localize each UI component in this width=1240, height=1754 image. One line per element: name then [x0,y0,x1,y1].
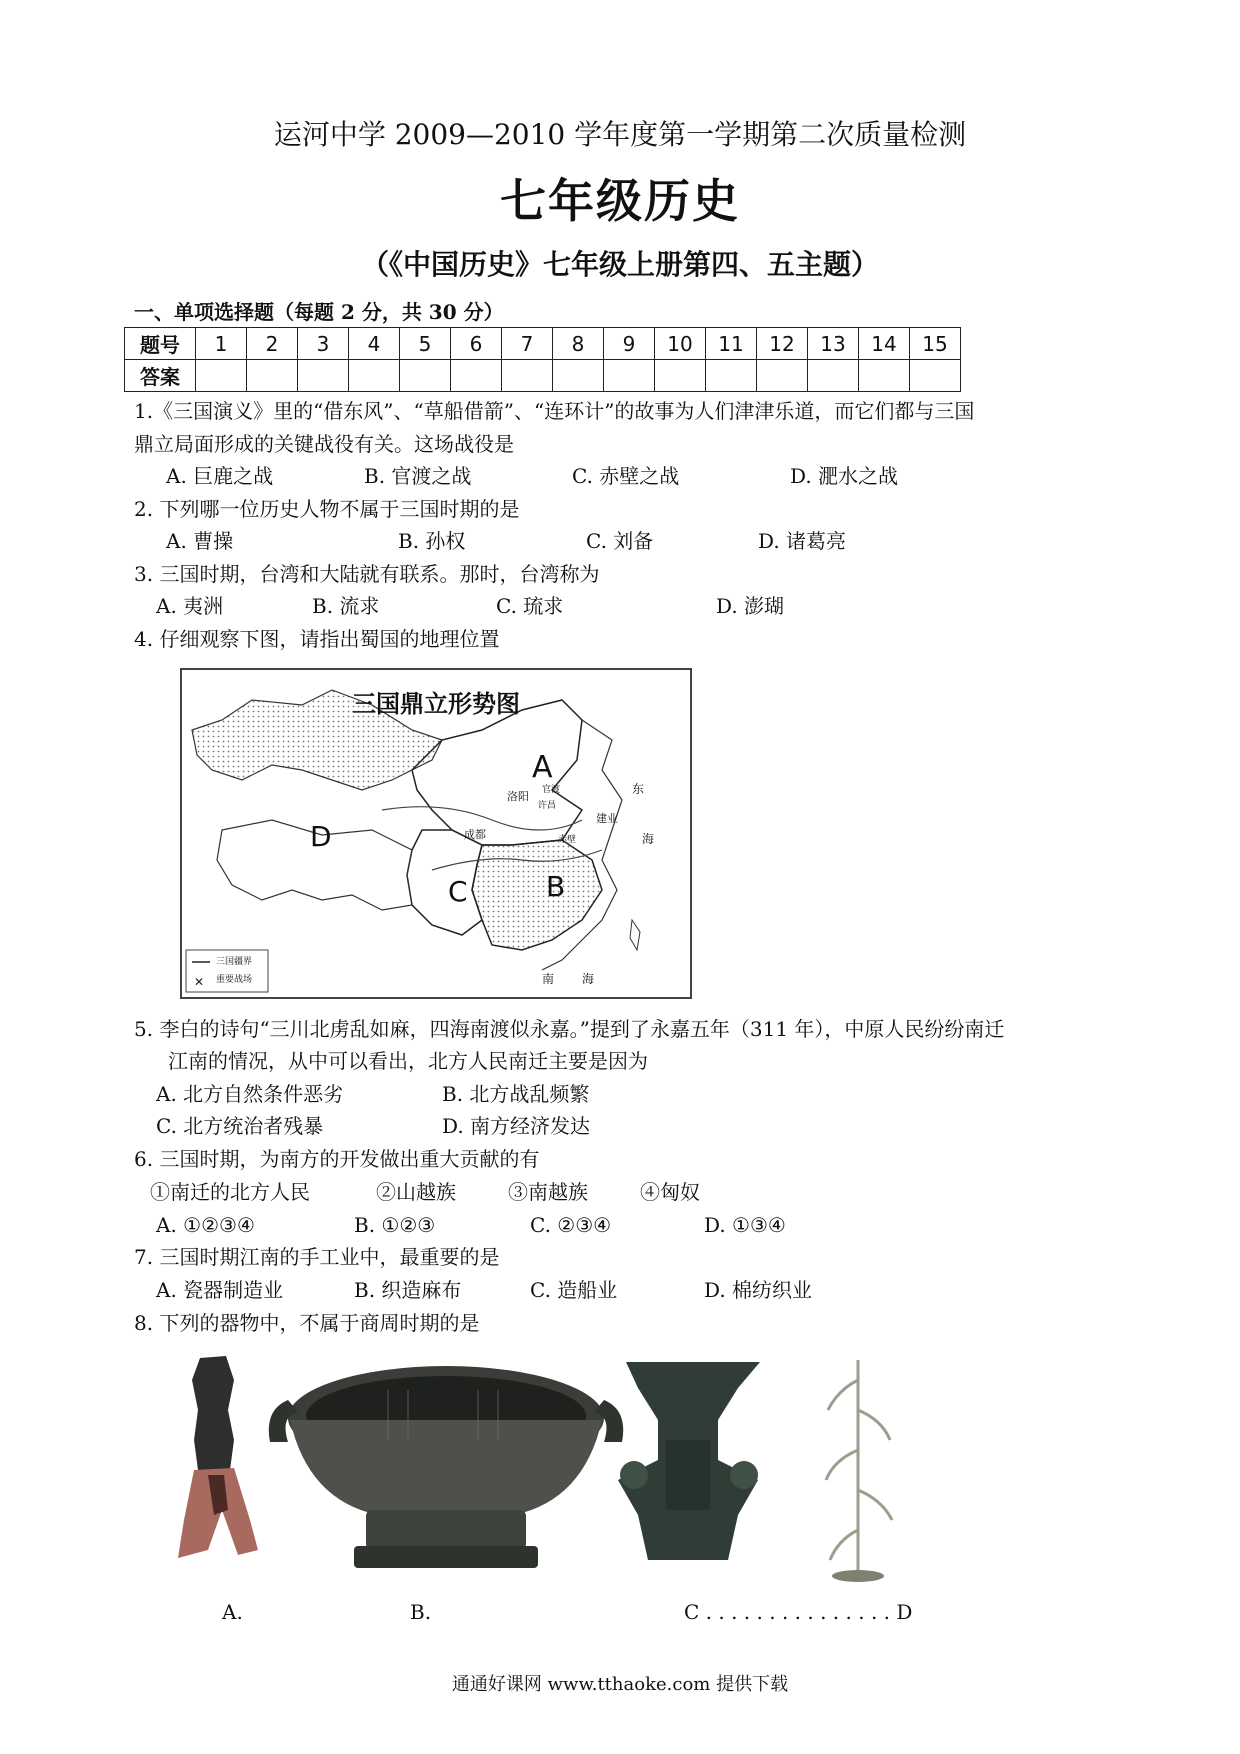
question-6: 6. 三国时期，为南方的开发做出重大贡献的有 [134,1147,540,1171]
table-cell-number: 5 [400,328,451,360]
map-place-guandu: 官渡 [542,785,561,795]
question-8: 8. 下列的器物中，不属于商周时期的是 [134,1311,480,1335]
answer-cell[interactable] [859,360,910,392]
q1-option-c: C. 赤壁之战 [572,464,680,488]
map-label-b: B [546,870,566,903]
q6-option-b: B. ①②③ [354,1213,436,1237]
q1-option-b: B. 官渡之战 [364,464,472,488]
q1-option-a: A. 巨鹿之战 [166,464,274,488]
answer-cell[interactable] [451,360,502,392]
q6-option-a: A. ①②③④ [156,1213,255,1237]
table-cell-number: 9 [604,328,655,360]
table-row-answers [125,360,961,392]
map-place-chibi: 赤壁 [558,835,577,845]
q6-item-2: ②山越族 [376,1180,456,1204]
q6-item-3: ③南越族 [508,1180,588,1204]
map-place-chengdu: 成都 [464,828,486,841]
q3-option-d: D. 澎瑚 [716,594,785,618]
legend-label-battle: 重要战场 [216,975,253,985]
table-cell-number: 15 [910,328,961,360]
question-1-line1: 1.《三国演义》里的“借东风”、“草船借箭”、“连环计”的故事为人们津津乐道，而它们都与三国 [134,399,975,423]
subtitle: （《中国历史》七年级上册第四、五主题） [360,248,879,281]
map-place-jianye: 建业 [596,812,618,825]
table-header-number: 题号 [125,328,196,360]
caption-a: A. [222,1600,243,1624]
question-5-line2: 江南的情况，从中可以看出，北方人民南迁主要是因为 [168,1049,648,1073]
table-cell-number: 6 [451,328,502,360]
answer-cell[interactable] [247,360,298,392]
artifact-photos [138,1350,911,1587]
map-title: 三国鼎立形势图 [352,690,520,718]
artifact-d [826,1360,892,1582]
answer-cell[interactable] [910,360,961,392]
q7-option-d: D. 棉纺织业 [704,1278,813,1302]
table-header-answer: 答案 [125,360,196,392]
map-sea-label-3: 南 [542,972,555,986]
table-cell-number: 11 [706,328,757,360]
q6-item-4: ④匈奴 [640,1180,700,1204]
caption-b: B. [410,1600,432,1624]
footer-text: 通通好课网 www.tthaoke.com 提供下载 [451,1674,789,1695]
section-heading: 一、单项选择题（每题 2 分，共 30 分） [134,300,504,324]
table-cell-number: 8 [553,328,604,360]
answer-cell[interactable] [400,360,451,392]
answer-cell[interactable] [706,360,757,392]
subject-title: 七年级历史 [500,174,740,228]
q3-option-a: A. 夷洲 [156,594,224,618]
map-graphic [182,670,690,997]
q5-option-b: B. 北方战乱频繁 [442,1082,590,1106]
map-sea-label-4: 海 [582,972,595,986]
q2-option-b: B. 孙权 [398,529,466,553]
answer-cell[interactable] [502,360,553,392]
map-taiwan [630,920,640,950]
answer-cell[interactable] [196,360,247,392]
table-cell-number: 13 [808,328,859,360]
table-cell-number: 14 [859,328,910,360]
table-cell-number: 2 [247,328,298,360]
table-row-numbers [125,328,961,360]
answer-cell[interactable] [808,360,859,392]
map-place-luoyang: 洛阳 [507,790,529,803]
map-label-c: C [448,875,468,908]
map-sea-label-1: 东 [632,782,645,796]
q5-option-a: A. 北方自然条件恶劣 [156,1082,344,1106]
q3-option-b: B. 流求 [312,594,380,618]
q3-option-c: C. 琉求 [496,594,564,618]
q6-item-1: ①南迁的北方人民 [150,1180,310,1204]
caption-c-d: C . . . . . . . . . . . . . . . D [684,1600,913,1624]
q6-option-d: D. ①③④ [704,1213,786,1237]
map-sea-label-2: 海 [642,832,655,846]
artifact-b [269,1366,623,1568]
artifact-a [178,1356,258,1558]
table-cell-number: 7 [502,328,553,360]
answer-table [124,327,961,392]
answer-cell[interactable] [757,360,808,392]
table-cell-number: 12 [757,328,808,360]
question-3: 3. 三国时期，台湾和大陆就有联系。那时，台湾称为 [134,562,600,586]
table-cell-number: 4 [349,328,400,360]
answer-cell[interactable] [604,360,655,392]
q2-option-c: C. 刘备 [586,529,654,553]
answer-cell[interactable] [349,360,400,392]
q7-option-c: C. 造船业 [530,1278,618,1302]
table-cell-number: 10 [655,328,706,360]
question-5-line1: 5. 李白的诗句“三川北虏乱如麻，四海南渡似永嘉。”提到了永嘉五年（311 年），中原人民纷纷南迁 [134,1017,1005,1041]
answer-cell[interactable] [655,360,706,392]
question-1-line2: 鼎立局面形成的关键战役有关。这场战役是 [134,432,514,456]
map-label-d: D [310,820,332,853]
legend-battle-mark: ✕ [194,975,205,989]
three-kingdoms-map [180,668,692,999]
q5-option-d: D. 南方经济发达 [442,1114,591,1138]
q6-option-c: C. ②③④ [530,1213,612,1237]
q5-option-c: C. 北方统治者残暴 [156,1114,324,1138]
legend-label-border: 三国疆界 [216,957,253,967]
artifact-c [618,1362,760,1560]
artifact-graphic [138,1350,911,1587]
map-region-a [412,700,582,845]
exam-title: 运河中学 2009—2010 学年度第一学期第二次质量检测 [273,118,967,151]
q1-option-d: D. 淝水之战 [790,464,899,488]
answer-cell[interactable] [298,360,349,392]
table-cell-number: 3 [298,328,349,360]
question-7: 7. 三国时期江南的手工业中，最重要的是 [134,1245,500,1269]
question-2: 2. 下列哪一位历史人物不属于三国时期的是 [134,497,520,521]
answer-cell[interactable] [553,360,604,392]
q2-option-d: D. 诸葛亮 [758,529,847,553]
q7-option-a: A. 瓷器制造业 [156,1278,284,1302]
map-label-a: A [532,750,553,785]
q2-option-a: A. 曹操 [166,529,234,553]
q7-option-b: B. 织造麻布 [354,1278,462,1302]
map-region-c [407,830,482,935]
question-4: 4. 仔细观察下图，请指出蜀国的地理位置 [134,627,500,651]
table-cell-number: 1 [196,328,247,360]
map-place-xuchang: 许昌 [538,801,557,811]
